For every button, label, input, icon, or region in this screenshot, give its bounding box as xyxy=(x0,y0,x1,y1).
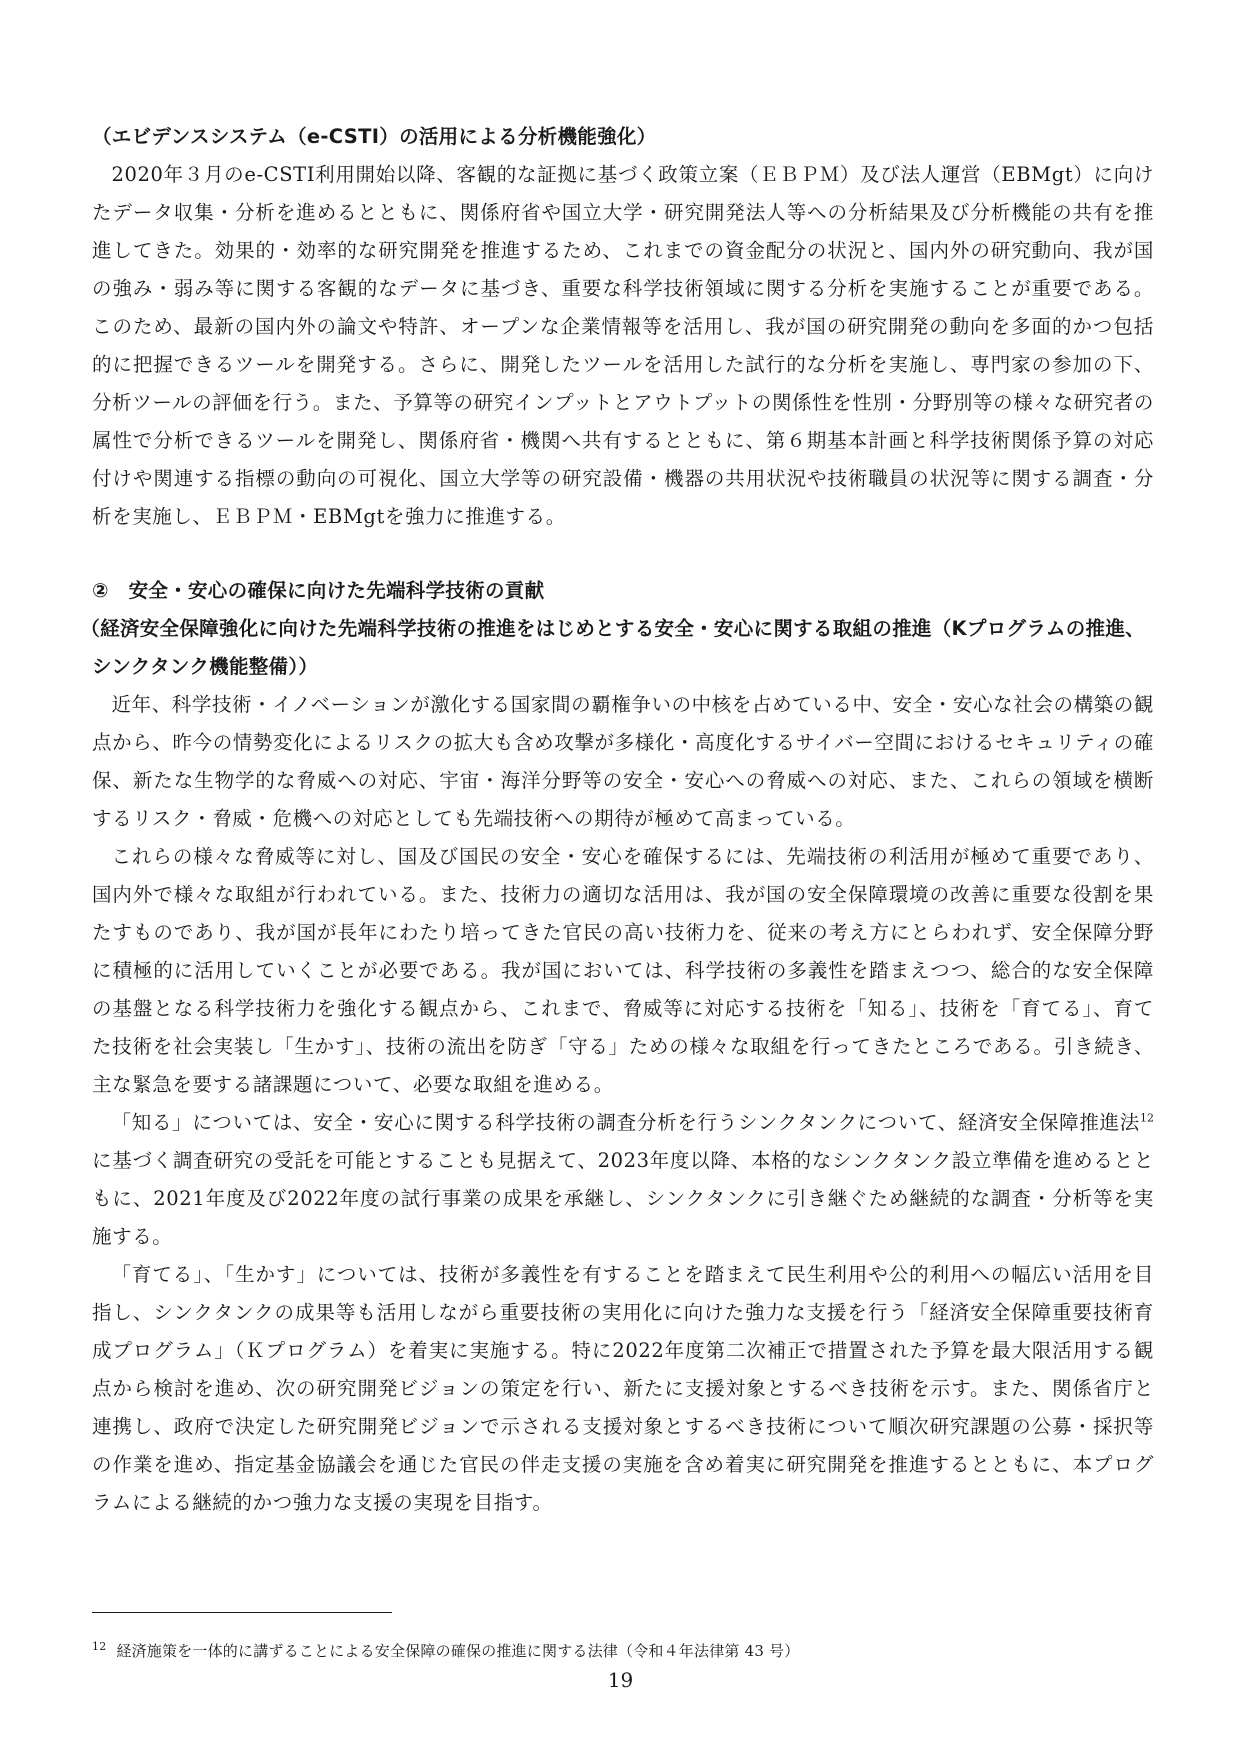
section-heading-safety: ② 安全・安心の確保に向けた先端科学技術の貢献 xyxy=(92,579,545,602)
paragraph-k-program: 「育てる」、「生かす」については、技術が多義性を有することを踏まえて民生利用や公的利用への幅広い活用を目指し、シンクタンクの成果等も活用しながら重要技術の実用化に向けた強力な支援を行う「経済安全保障重要技術育成プログラム」（Ｋプログラム）を着実に実施する。特に2022年度第二次補正で措置された予算を最大限活用する観点から検討を進め、次の研究開発ビジョンの策定を行い、新たに支援対象とするべき技術を示す。また、関係省庁と連携し、政府で決定した研究開発ビジョンで示される支援対象とするべき技術について順次研究課題の公募・採択等の作業を進め、指定基金協議会を通じた官民の伴走支援の実施を含め着実に研究開発を推進するとともに、本プログラムによる継続的かつ強力な支援の実現を目指す。 xyxy=(92,1263,1154,1514)
footnote xyxy=(92,1636,1154,1662)
paragraph-think-tank-text-b: に基づく調査研究の受託を可能とすることも見据えて、2023年度以降、本格的なシンクタンク設立準備を進めるとともに、2021年度及び2022年度の試行事業の成果を承継し、シンクタンクに引き継ぐため継続的な調査・分析等を実施する。 xyxy=(92,1149,1154,1248)
footnote-reference[interactable]: 12 xyxy=(1140,1111,1154,1125)
footnote-text: 経済施策を一体的に講ずることによる安全保障の確保の推進に関する法律（令和４年法律第 43 号） xyxy=(116,1642,800,1660)
paragraph-threats: これらの様々な脅威等に対し、国及び国民の安全・安心を確保するには、先端技術の利活用が極めて重要であり、国内外で様々な取組が行われている。また、技術力の適切な活用は、我が国の安全保障環境の改善に重要な役割を果たすものであり、我が国が長年にわたり培ってきた官民の高い技術力を、従来の考え方にとらわれず、安全保障分野に積極的に活用していくことが必要である。我が国においては、科学技術の多義性を踏まえつつ、総合的な安全保障の基盤となる科学技術力を強化する観点から、これまで、脅威等に対応する技術を「知る」、技術を「育てる」、育てた技術を社会実装し「生かす」、技術の流出を防ぎ「守る」ための様々な取組を行ってきたところである。引き続き、主な緊急を要する諸課題について、必要な取組を進める。 xyxy=(92,845,1154,1096)
section-subheading-k-program: （経済安全保障強化に向けた先端科学技術の推進をはじめとする安全・安心に関する取組の推進（Kプログラムの推進、シンクタンク機能整備）） xyxy=(80,617,1145,678)
page-number: 19 xyxy=(607,1668,634,1692)
paragraph-recent-years: 近年、科学技術・イノベーションが激化する国家間の覇権争いの中核を占めている中、安全・安心な社会の構築の観点から、昨今の情勢変化によるリスクの拡大も含め攻撃が多様化・高度化するサイバー空間におけるセキュリティの確保、新たな生物学的な脅威への対応、宇宙・海洋分野等の安全・安心への脅威への対応、また、これらの領域を横断するリスク・脅威・危機への対応としても先端技術への期待が極めて高まっている。 xyxy=(92,693,1154,830)
paragraph-think-tank-text-a: 「知る」については、安全・安心に関する科学技術の調査分析を行うシンクタンクについて、経済安全保障推進法 xyxy=(111,1111,1140,1134)
body-content xyxy=(80,118,1154,1522)
footnote-divider xyxy=(92,1612,392,1613)
footnote-number: 12 xyxy=(92,1640,107,1653)
paragraph-e-csti: 2020年３月のe-CSTI利用開始以降、客観的な証拠に基づく政策立案（ＥＢＰＭ）及び法人運営（EBMgt）に向けたデータ収集・分析を進めるとともに、関係府省や国立大学・研究開発法人等への分析結果及び分析機能の共有を推進してきた。効果的・効率的な研究開発を推進するため、これまでの資金配分の状況と、国内外の研究動向、我が国の強み・弱み等に関する客観的なデータに基づき、重要な科学技術領域に関する分析を実施することが重要である。このため、最新の国内外の論文や特許、オープンな企業情報等を活用し、我が国の研究開発の動向を多面的かつ包括的に把握できるツールを開発する。さらに、開発したツールを活用した試行的な分析を実施し、専門家の参加の下、分析ツールの評価を行う。また、予算等の研究インプットとアウトプットの関係性を性別・分野別等の様々な研究者の属性で分析できるツールを開発し、関係府省・機関へ共有するとともに、第６期基本計画と科学技術関係予算の対応付けや関連する指標の動向の可視化、国立大学等の研究設備・機器の共用状況や技術職員の状況等に関する調査・分析を実施し、ＥＢＰＭ・EBMgtを強力に推進する。 xyxy=(92,163,1154,528)
section-heading-e-csti: （エビデンスシステム（e-CSTI）の活用による分析機能強化） xyxy=(92,125,657,148)
section-gap xyxy=(92,536,1154,572)
paragraph-think-tank xyxy=(92,1104,1154,1256)
